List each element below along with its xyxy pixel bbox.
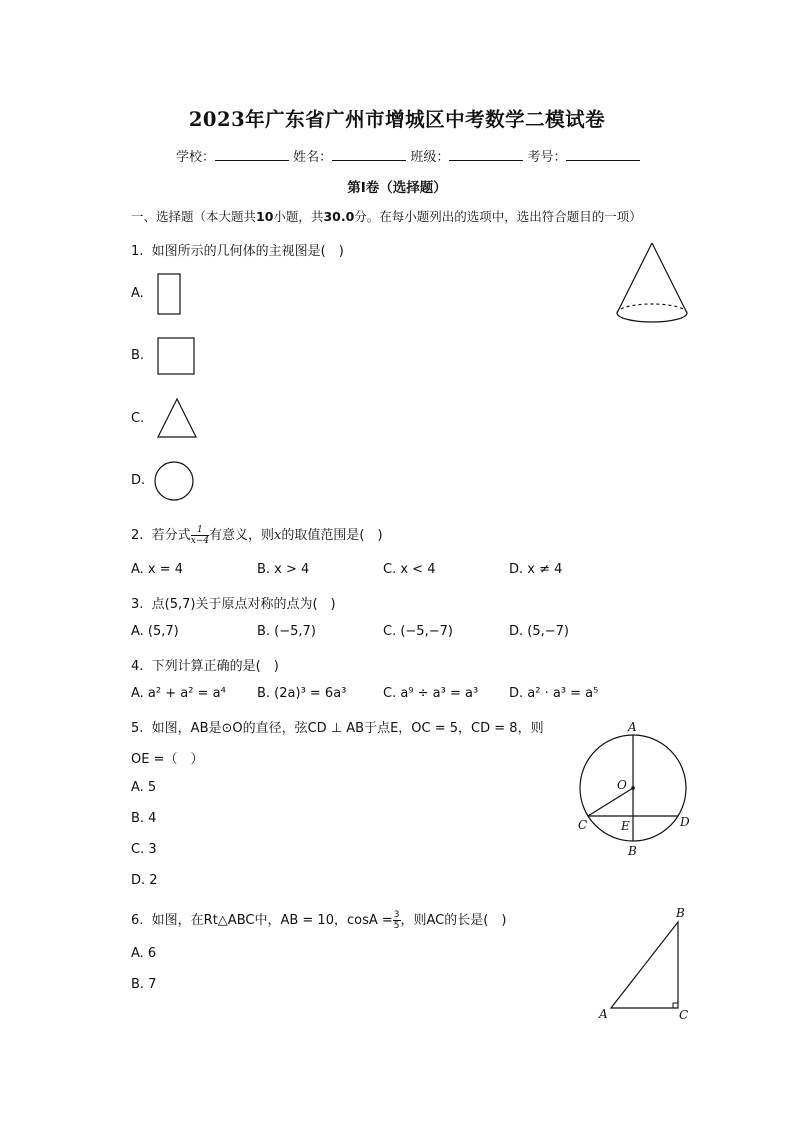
exam-no-blank[interactable] bbox=[566, 148, 640, 161]
question-text: 下列计算正确的是( ) bbox=[151, 659, 279, 674]
circle-option[interactable] bbox=[153, 460, 197, 504]
label-b: B bbox=[676, 906, 685, 920]
question-number: 5. bbox=[131, 721, 144, 736]
q3-option-b[interactable]: B. (−5,7) bbox=[257, 624, 316, 639]
label-a: A bbox=[599, 1007, 608, 1021]
q3-option-c[interactable]: C. (−5,−7) bbox=[383, 624, 453, 639]
question-text: 点(5,7)关于原点对称的点为( ) bbox=[151, 597, 336, 612]
q1-option-a-label[interactable]: A. bbox=[131, 286, 144, 301]
triangle-option[interactable] bbox=[156, 396, 200, 440]
q3-option-a[interactable]: A. (5,7) bbox=[131, 624, 179, 639]
name-label: 姓名： bbox=[293, 150, 333, 165]
part-count: 10 bbox=[256, 209, 274, 224]
q2-option-c[interactable]: C. x < 4 bbox=[383, 562, 436, 577]
question-text-post: 的取值范围是( ) bbox=[281, 528, 383, 543]
question-text: 如图所示的几何体的主视图是( ) bbox=[151, 244, 344, 259]
question-number: 3. bbox=[131, 597, 144, 612]
q4-option-a[interactable]: A. a² + a² = a⁴ bbox=[131, 686, 226, 701]
q6-option-a[interactable]: A. 6 bbox=[131, 946, 157, 961]
question-number: 6. bbox=[131, 913, 144, 928]
triangle-abc bbox=[611, 922, 678, 1008]
right-triangle-figure bbox=[596, 904, 696, 1024]
right-angle-mark bbox=[673, 1003, 678, 1008]
question-6 bbox=[131, 909, 506, 931]
circle-chord-figure bbox=[570, 718, 700, 862]
question-1 bbox=[131, 240, 344, 259]
q5-option-b[interactable]: B. 4 bbox=[131, 811, 157, 826]
part-instructions bbox=[131, 207, 642, 225]
part-mid: 小题，共 bbox=[273, 209, 324, 224]
q3-option-d[interactable]: D. (5,−7) bbox=[509, 624, 569, 639]
class-label: 班级： bbox=[410, 150, 450, 165]
exam-no-label: 考号： bbox=[527, 150, 567, 165]
variable: x bbox=[274, 528, 282, 543]
label-c: C bbox=[578, 818, 588, 832]
cone-figure bbox=[610, 240, 694, 330]
question-text: 如图，AB是⊙O的直径，弦CD ⊥ AB于点E，OC = 5，CD = 8，则 bbox=[151, 721, 544, 736]
question-text-pre: 若分式 bbox=[151, 528, 191, 543]
q5-option-d[interactable]: D. 2 bbox=[131, 873, 158, 888]
q5-option-a[interactable]: A. 5 bbox=[131, 780, 157, 795]
part-score: 30.0 bbox=[323, 209, 355, 224]
page-title: 2023年广东省广州市增城区中考数学二模试卷 bbox=[188, 108, 606, 131]
q1-option-c-label[interactable]: C. bbox=[131, 411, 145, 426]
q2-option-d[interactable]: D. x ≠ 4 bbox=[509, 562, 563, 577]
q4-option-c[interactable]: C. a⁹ ÷ a³ = a³ bbox=[383, 686, 479, 701]
question-number: 2. bbox=[131, 528, 144, 543]
question-text-post: ，则AC的长是( ) bbox=[400, 913, 507, 928]
label-b: B bbox=[628, 844, 637, 858]
label-c: C bbox=[679, 1008, 689, 1022]
label-o: O bbox=[617, 778, 627, 792]
square-option[interactable] bbox=[156, 336, 198, 378]
school-blank[interactable] bbox=[215, 148, 289, 161]
question-5-line-2: OE =（ ） bbox=[131, 752, 204, 767]
fraction-denominator: x−4 bbox=[190, 536, 210, 546]
fraction-numerator: 1 bbox=[191, 525, 209, 536]
fraction bbox=[393, 910, 401, 931]
question-3 bbox=[131, 593, 336, 612]
q5-option-c[interactable]: C. 3 bbox=[131, 842, 157, 857]
question-number: 4. bbox=[131, 659, 144, 674]
question-5 bbox=[131, 717, 544, 736]
fraction bbox=[191, 525, 209, 546]
q1-option-b-label[interactable]: B. bbox=[131, 348, 145, 363]
part-suffix: 分。在每小题列出的选项中，选出符合题目的一项） bbox=[354, 209, 642, 224]
q6-option-b[interactable]: B. 7 bbox=[131, 977, 157, 992]
section-heading: 第I卷（选择题） bbox=[347, 180, 447, 196]
name-blank[interactable] bbox=[332, 148, 406, 161]
student-info-line bbox=[176, 146, 640, 165]
center-point bbox=[631, 786, 635, 790]
question-4 bbox=[131, 655, 279, 674]
label-d: D bbox=[680, 815, 690, 829]
fraction-denominator: 5 bbox=[393, 921, 400, 931]
part-prefix: 一、选择题（本大题共 bbox=[131, 209, 257, 224]
label-a: A bbox=[628, 720, 637, 734]
question-text-mid: 有意义，则 bbox=[209, 528, 275, 543]
radius-oc bbox=[588, 788, 633, 816]
question-2 bbox=[131, 524, 383, 546]
school-label: 学校： bbox=[176, 150, 216, 165]
q1-option-d-label[interactable]: D. bbox=[131, 473, 146, 488]
question-number: 1. bbox=[131, 244, 144, 259]
class-blank[interactable] bbox=[449, 148, 523, 161]
q2-option-a[interactable]: A. x = 4 bbox=[131, 562, 184, 577]
label-e: E bbox=[621, 819, 630, 833]
fraction-numerator: 3 bbox=[393, 910, 400, 920]
question-text-pre: 如图，在Rt△ABC中，AB = 10，cosA = bbox=[151, 913, 393, 928]
q4-option-d[interactable]: D. a² · a³ = a⁵ bbox=[509, 686, 599, 701]
q4-option-b[interactable]: B. (2a)³ = 6a³ bbox=[257, 686, 347, 701]
q2-option-b[interactable]: B. x > 4 bbox=[257, 562, 310, 577]
tall-rectangle-option[interactable] bbox=[156, 272, 184, 316]
